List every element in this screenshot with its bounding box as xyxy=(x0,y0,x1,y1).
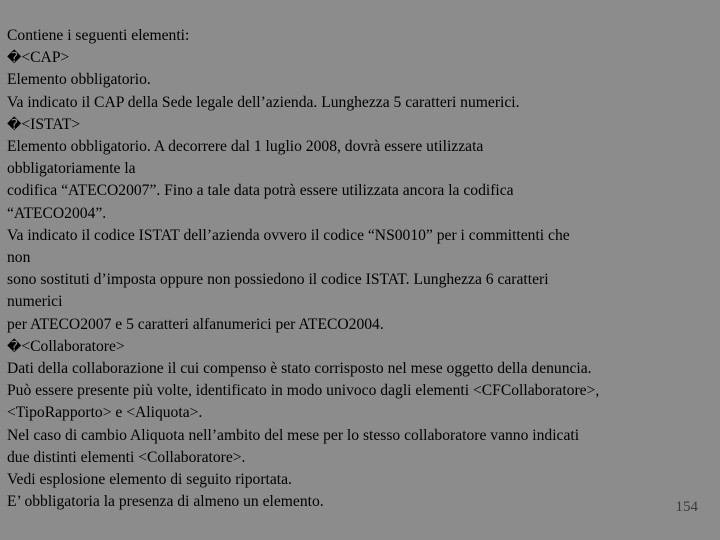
line-text: non xyxy=(7,249,31,267)
element-heading-line xyxy=(7,336,712,358)
line-text: Dati della collaborazione il cui compenso è stato corrisposto nel mese oggetto della denuncia. xyxy=(7,360,592,378)
line-text: Elemento obbligatorio. A decorrere dal 1 luglio 2008, dovrà essere utilizzata xyxy=(7,138,484,156)
line-text: due distinti elementi <Collaboratore>. xyxy=(7,448,246,466)
line-text: Nel caso di cambio Aliquota nell’ambito del mese per lo stesso collaboratore vanno indicati xyxy=(7,426,580,444)
element-heading-line xyxy=(7,114,712,136)
page-number: 154 xyxy=(675,499,698,515)
line-text: <TipoRapporto> e <Aliquota>. xyxy=(7,404,203,422)
text-line xyxy=(7,380,712,402)
text-line xyxy=(7,358,712,380)
text-line xyxy=(7,136,712,158)
text-line xyxy=(7,92,712,114)
text-line xyxy=(7,247,712,269)
missing-glyph-icon: � xyxy=(7,338,22,355)
line-text: codifica “ATECO2007”. Fino a tale data potrà essere utilizzata ancora la codifica xyxy=(7,182,514,200)
missing-glyph-icon: � xyxy=(7,116,22,133)
line-text: E’ obbligatoria la presenza di almeno un elemento. xyxy=(7,493,324,511)
text-line xyxy=(7,25,712,47)
text-line xyxy=(7,447,712,469)
line-text: Elemento obbligatorio. xyxy=(7,71,151,89)
text-line xyxy=(7,203,712,225)
line-text: Vedi esplosione elemento di seguito riportata. xyxy=(7,471,292,489)
text-line xyxy=(7,158,712,180)
text-line xyxy=(7,69,712,91)
text-line xyxy=(7,314,712,336)
line-text: <CAP> xyxy=(21,49,70,67)
line-text: Contiene i seguenti elementi: xyxy=(7,27,190,44)
line-text: Può essere presente più volte, identificato in modo univoco dagli elementi <CFCollaboratore>, xyxy=(7,382,600,400)
text-line xyxy=(7,469,712,491)
text-line xyxy=(7,180,712,202)
text-line xyxy=(7,491,712,513)
text-line xyxy=(7,291,712,313)
text-line xyxy=(7,402,712,424)
line-text: Va indicato il CAP della Sede legale dell’azienda. Lunghezza 5 caratteri numerici. xyxy=(7,93,520,111)
element-heading-line xyxy=(7,47,712,69)
line-text: <ISTAT> xyxy=(21,115,81,133)
line-text: <Collaboratore> xyxy=(21,337,125,355)
text-line xyxy=(7,269,712,291)
line-text: per ATECO2007 e 5 caratteri alfanumerici per ATECO2004. xyxy=(7,315,384,333)
line-text: sono sostituti d’imposta oppure non possiedono il codice ISTAT. Lunghezza 6 caratteri xyxy=(7,271,549,289)
line-text: numerici xyxy=(7,293,63,311)
line-text: Va indicato il codice ISTAT dell’azienda ovvero il codice “NS0010” per i committenti che xyxy=(7,226,570,244)
text-line xyxy=(7,225,712,247)
line-text: “ATECO2004”. xyxy=(7,204,107,222)
missing-glyph-icon: � xyxy=(7,50,22,67)
line-text: obbligatoriamente la xyxy=(7,160,136,178)
text-line xyxy=(7,425,712,447)
slide-body-text xyxy=(7,25,712,513)
